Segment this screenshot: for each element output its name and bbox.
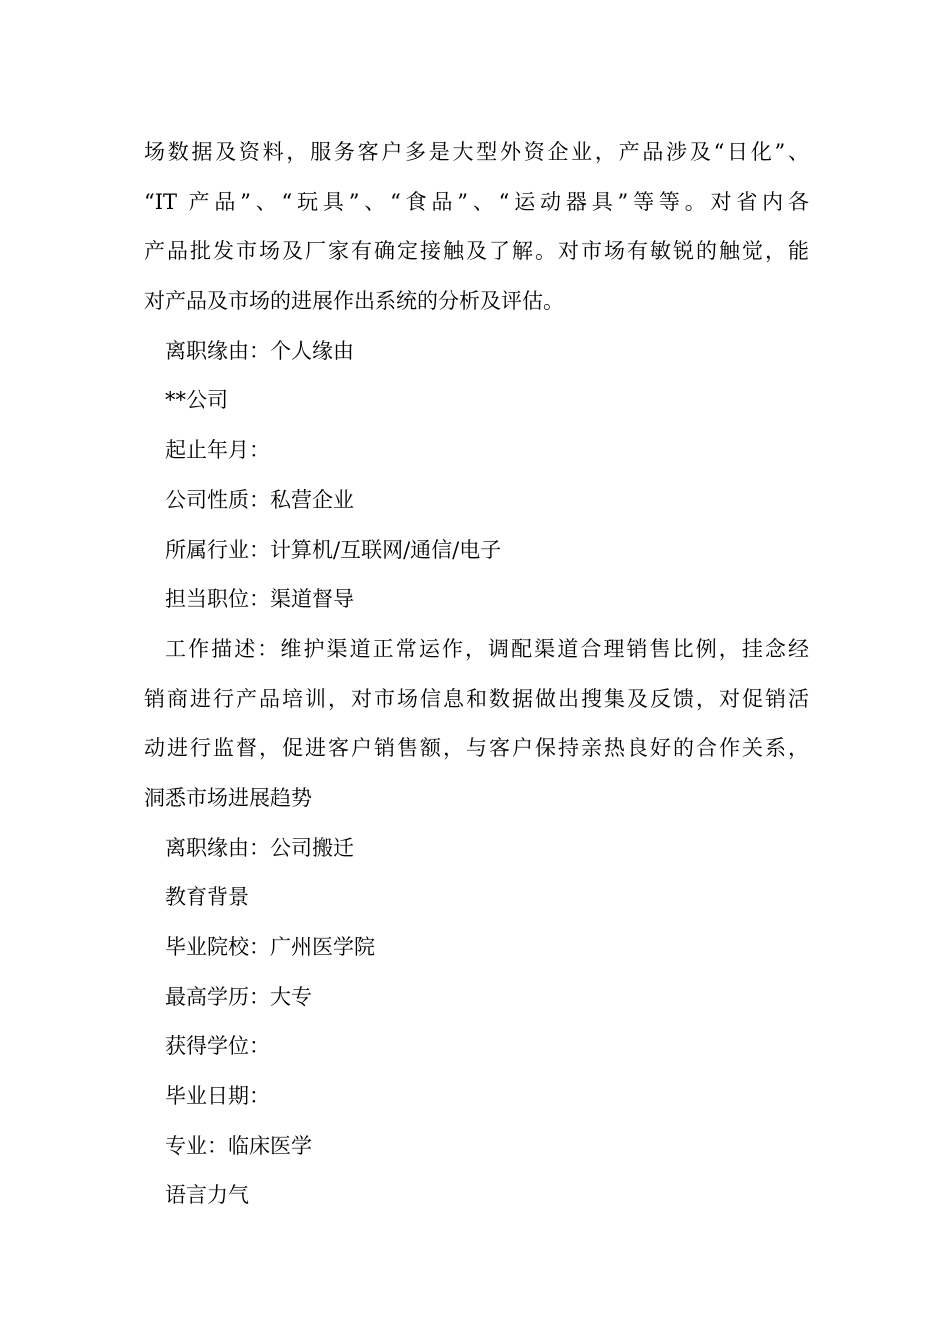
section-heading: 教育背景 xyxy=(165,885,249,910)
paragraph-line: 工作描述：维护渠道正常运作，调配渠道合理销售比例，挂念经 xyxy=(165,636,809,661)
paragraph-line: 对产品及市场的进展作出系统的分析及评估。 xyxy=(144,289,564,314)
section-heading: 语言力气 xyxy=(165,1183,249,1208)
paragraph-line: 动进行监督，促进客户销售额，与客户保持亲热良好的合作关系， xyxy=(144,736,809,761)
paragraph-line: 洞悉市场进展趋势 xyxy=(144,785,312,810)
field-line: 所属行业：计算机/互联网/通信/电子 xyxy=(165,537,502,562)
paragraph-line: 产品批发市场及厂家有确定接触及了解。对市场有敏锐的触觉，能 xyxy=(144,239,809,264)
paragraph-line: “IT 产品”、“玩具”、“食品”、“运动器具”等等。对省内各 xyxy=(144,189,809,214)
paragraph-line: 场数据及资料，服务客户多是大型外资企业，产品涉及“日化”、 xyxy=(144,140,809,164)
field-line: 专业：临床医学 xyxy=(165,1133,312,1158)
field-line: 离职缘由：个人缘由 xyxy=(165,338,354,363)
field-line: 获得学位： xyxy=(165,1034,270,1059)
paragraph-line: 销商进行产品培训，对市场信息和数据做出搜集及反馈，对促销活 xyxy=(144,686,809,711)
field-line: 担当职位：渠道督导 xyxy=(165,587,354,612)
field-line: 最高学历：大专 xyxy=(165,984,312,1009)
document-body xyxy=(144,128,809,1221)
company-name: **公司 xyxy=(165,388,228,413)
field-line: 起止年月： xyxy=(165,438,270,463)
field-line: 毕业院校：广州医学院 xyxy=(165,935,375,959)
field-line: 公司性质：私营企业 xyxy=(165,487,354,512)
field-line: 离职缘由：公司搬迁 xyxy=(165,835,354,860)
field-line: 毕业日期： xyxy=(165,1084,270,1109)
